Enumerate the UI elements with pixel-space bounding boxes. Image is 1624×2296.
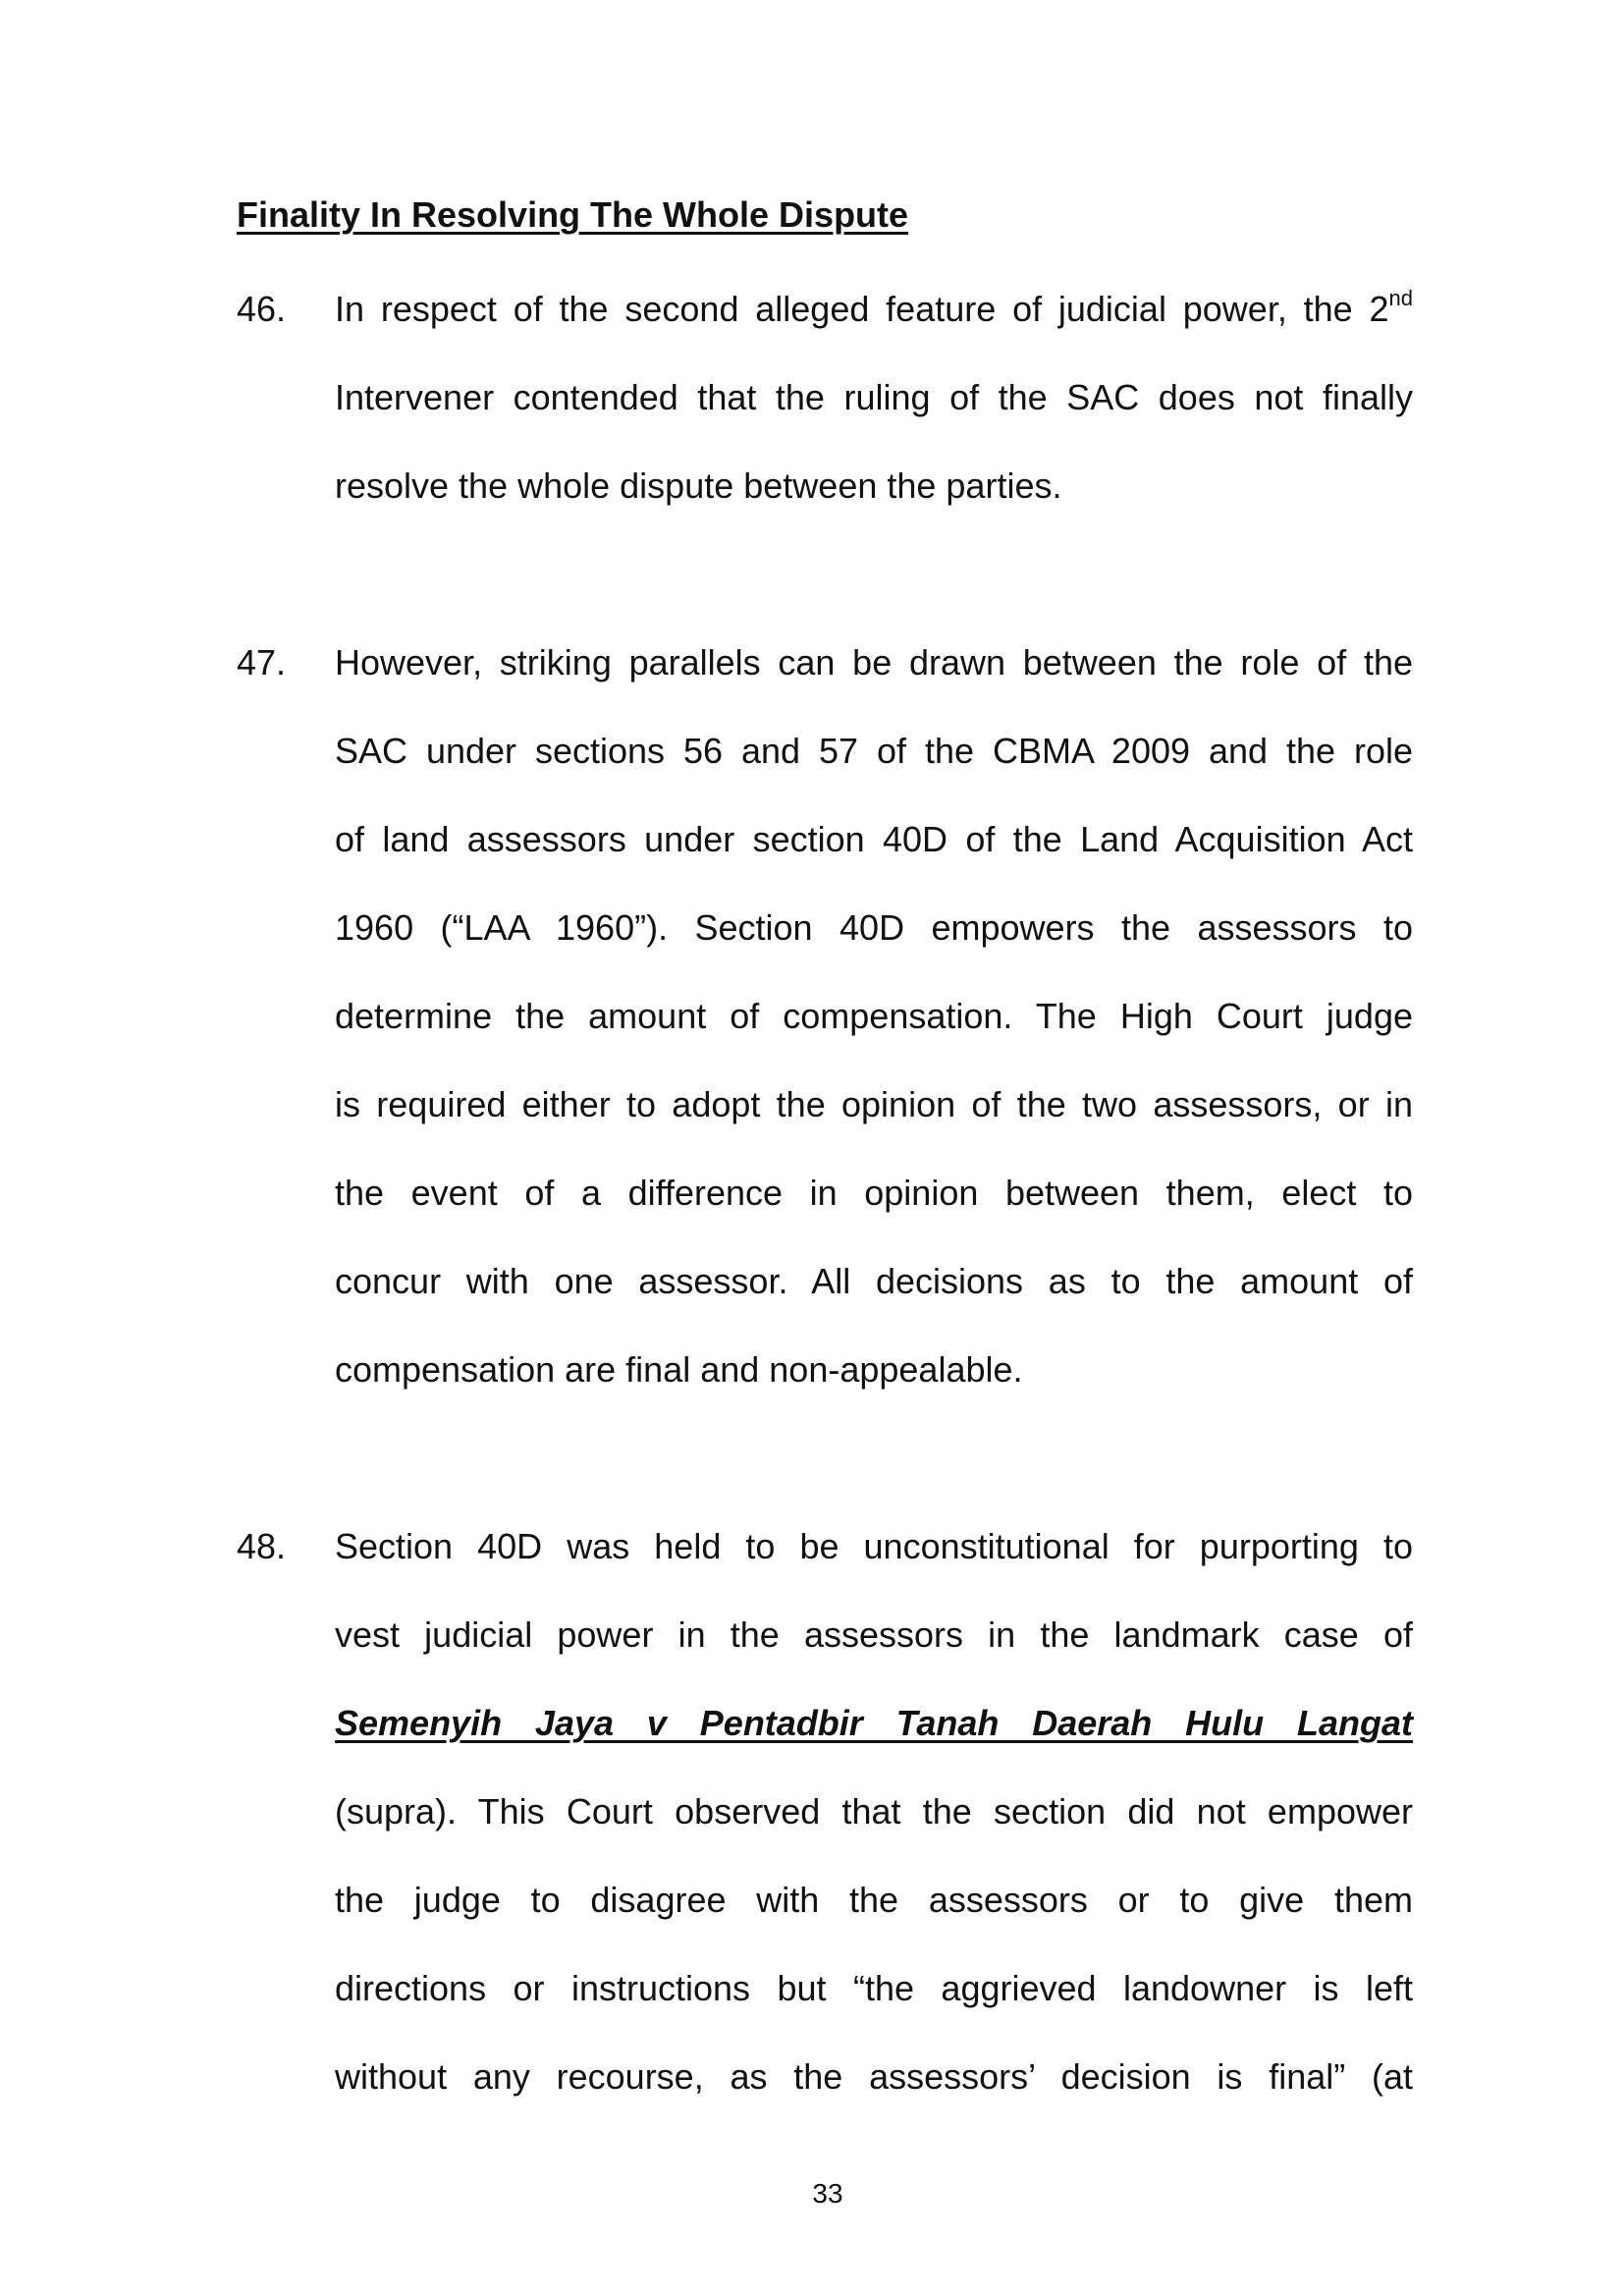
paragraph-line: SAC under sections 56 and 57 of the CBMA 2009 and the role xyxy=(335,731,1413,771)
paragraph-line: the judge to disagree with the assessors or to give them xyxy=(335,1880,1413,1920)
paragraph-line: without any recourse, as the assessors’ decision is final” (at xyxy=(335,2056,1413,2097)
paragraph-line: 1960 (“LAA 1960”). Section 40D empowers the assessors to xyxy=(335,907,1413,948)
case-citation: Semenyih Jaya v Pentadbir Tanah Daerah Hulu Langat xyxy=(335,1703,1413,1743)
paragraph-line: determine the amount of compensation. The High Court judge xyxy=(335,996,1413,1036)
paragraph-line: of land assessors under section 40D of the Land Acquisition Act xyxy=(335,819,1413,859)
paragraph-line: resolve the whole dispute between the parties. xyxy=(335,465,1062,506)
paragraph-body xyxy=(335,1503,1413,2121)
line-text: In respect of the second alleged feature of judicial power, the 2 xyxy=(335,289,1389,329)
paragraph-line: concur with one assessor. All decisions as to the amount of xyxy=(335,1261,1413,1301)
paragraph-line: Section 40D was held to be unconstitutional for purporting to xyxy=(335,1526,1413,1566)
ordinal-suffix: nd xyxy=(1388,286,1413,310)
paragraph-line: Intervener contended that the ruling of the SAC does not finally xyxy=(335,377,1413,417)
paragraph-line: (supra). This Court observed that the section did not empower xyxy=(335,1791,1413,1831)
paragraph-number: 46. xyxy=(237,289,287,329)
paragraph-47 xyxy=(237,619,1413,1414)
paragraph-46 xyxy=(237,265,1413,530)
paragraph-line xyxy=(335,265,1413,354)
paragraph-line: the event of a difference in opinion between them, elect to xyxy=(335,1173,1413,1213)
paragraph-body xyxy=(335,265,1413,530)
paragraph-body xyxy=(335,619,1413,1414)
paragraph-line: However, striking parallels can be drawn between the role of the xyxy=(335,642,1413,683)
paragraph-line: directions or instructions but “the aggrieved landowner is left xyxy=(335,1968,1413,2008)
page-number: 33 xyxy=(812,2178,843,2209)
paragraph-48 xyxy=(237,1503,1413,2121)
paragraph-line: vest judicial power in the assessors in the landmark case of xyxy=(335,1614,1413,1655)
paragraph-number: 47. xyxy=(237,642,287,683)
paragraph-line: is required either to adopt the opinion of the two assessors, or in xyxy=(335,1084,1413,1124)
paragraph-line: compensation are final and non-appealable. xyxy=(335,1349,1023,1390)
section-heading: Finality In Resolving The Whole Dispute xyxy=(237,194,909,235)
paragraph-number: 48. xyxy=(237,1526,287,1566)
